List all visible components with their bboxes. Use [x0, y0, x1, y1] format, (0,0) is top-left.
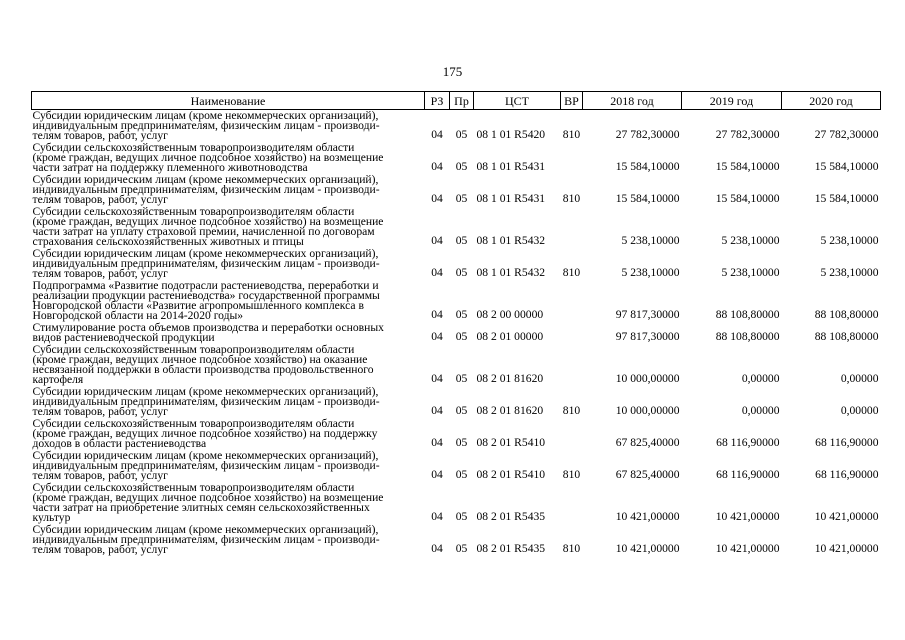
row-vr — [561, 322, 583, 344]
budget-table — [31, 91, 881, 556]
row-name-line: Субсидии юридическим лицам (кроме некоммерческих организаций), — [32, 524, 379, 536]
row-value-2020: 0,00000 — [840, 372, 879, 385]
row-value-2018: 15 584,10000 — [615, 192, 680, 205]
table-body — [32, 110, 881, 557]
row-value-2019: 88 108,80000 — [715, 330, 780, 343]
row-vr: 810 — [562, 542, 581, 555]
row-value-2019: 88 108,80000 — [715, 308, 780, 321]
row-name-line: (кроме граждан, ведущих личное подсобное хозяйство) на оказание — [32, 353, 368, 366]
row-cst: 08 2 00 00000 — [476, 308, 544, 321]
row-name — [32, 248, 425, 280]
row-value-2018: 15 584,10000 — [615, 160, 680, 173]
row-cst: 08 2 01 R5435 — [476, 542, 546, 555]
row-vr — [561, 482, 583, 524]
table-row — [32, 110, 881, 143]
table-row — [32, 280, 881, 322]
row-vr — [561, 418, 583, 450]
row-pr: 05 — [455, 510, 468, 523]
row-value-2020: 27 782,30000 — [814, 128, 879, 141]
row-cst: 08 2 01 R5435 — [476, 510, 546, 523]
row-name — [32, 386, 425, 418]
row-name-line: доходов в области растениеводства — [32, 437, 207, 450]
table-row — [32, 482, 881, 524]
table-row — [32, 418, 881, 450]
header-2019: 2019 год — [682, 92, 782, 110]
row-pr: 05 — [455, 468, 468, 481]
row-name-line: Новгородской области «Развитие агропромышленного комплекса в — [32, 299, 364, 312]
row-value-2018: 27 782,30000 — [615, 128, 680, 141]
row-rz: 04 — [431, 308, 443, 321]
row-pr: 05 — [455, 330, 468, 343]
row-cst: 08 2 01 00000 — [476, 330, 544, 343]
row-name-line: телям товаров, работ, услуг — [32, 267, 168, 280]
row-pr: 05 — [455, 372, 468, 385]
row-value-2020: 88 108,80000 — [814, 330, 879, 343]
table-row — [32, 174, 881, 206]
header-2018: 2018 год — [583, 92, 682, 110]
row-name-line: Субсидии сельскохозяйственным товаропроизводителям области — [32, 206, 355, 218]
row-value-2020: 0,00000 — [840, 404, 879, 417]
row-value-2018: 67 825,40000 — [615, 436, 680, 449]
row-name-line: части затрат на приобретение элитных семян сельскохозяйственных — [32, 501, 370, 514]
row-rz: 04 — [431, 128, 443, 141]
row-pr: 05 — [455, 192, 468, 205]
row-name-line: телям товаров, работ, услуг — [32, 469, 168, 482]
row-value-2018: 67 825,40000 — [615, 468, 680, 481]
row-name-line: Субсидии юридическим лицам (кроме некоммерческих организаций), — [32, 450, 379, 462]
row-name-line: Субсидии сельскохозяйственным товаропроизводителям области — [32, 418, 355, 430]
row-cst: 08 2 01 81620 — [476, 404, 544, 417]
row-pr: 05 — [455, 404, 468, 417]
row-name — [32, 206, 425, 248]
row-name-line: (кроме граждан, ведущих личное подсобное хозяйство) на возмещение — [32, 491, 384, 504]
row-name-line: Субсидии юридическим лицам (кроме некоммерческих организаций), — [32, 109, 379, 122]
header-2020: 2020 год — [782, 92, 881, 110]
row-rz: 04 — [431, 266, 443, 279]
row-cst: 08 2 01 R5410 — [476, 436, 546, 449]
row-name-line: индивидуальным предпринимателям, физическим лицам - производи- — [32, 459, 380, 472]
row-name-line: Новгородской области на 2014-2020 годы» — [32, 309, 244, 322]
table-row — [32, 206, 881, 248]
header-name: Наименование — [32, 92, 425, 110]
row-name-line: телям товаров, работ, услуг — [32, 129, 168, 142]
row-pr: 05 — [455, 234, 468, 247]
row-value-2018: 97 817,30000 — [615, 330, 680, 343]
row-pr: 05 — [455, 128, 468, 141]
row-vr: 810 — [562, 128, 581, 141]
row-cst: 08 1 01 R5432 — [476, 266, 546, 279]
table-row — [32, 450, 881, 482]
table-row — [32, 344, 881, 386]
row-value-2019: 5 238,10000 — [721, 266, 780, 279]
row-name — [32, 482, 425, 524]
row-pr: 05 — [455, 436, 468, 449]
table-row — [32, 248, 881, 280]
row-name-line: телям товаров, работ, услуг — [32, 543, 168, 556]
row-value-2018: 97 817,30000 — [615, 308, 680, 321]
row-value-2019: 68 116,90000 — [716, 436, 780, 449]
row-name-line: страхования сельскохозяйственных животных и птицы — [32, 235, 304, 248]
row-value-2018: 10 421,00000 — [615, 510, 680, 523]
row-name-line: Субсидии юридическим лицам (кроме некоммерческих организаций), — [32, 386, 379, 398]
header-pr: Пр — [450, 92, 474, 110]
row-cst: 08 1 01 R5431 — [476, 192, 546, 205]
row-vr — [561, 206, 583, 248]
row-name — [32, 322, 425, 344]
row-rz: 04 — [431, 192, 443, 205]
row-vr: 810 — [562, 468, 581, 481]
row-rz: 04 — [431, 542, 443, 555]
row-value-2018: 5 238,10000 — [621, 234, 680, 247]
row-name-line: (кроме граждан, ведущих личное подсобное хозяйство) на возмещение — [32, 151, 384, 164]
row-rz: 04 — [431, 330, 443, 343]
row-value-2018: 10 421,00000 — [615, 542, 680, 555]
row-value-2019: 27 782,30000 — [715, 128, 780, 141]
row-rz: 04 — [431, 234, 443, 247]
row-value-2020: 68 116,90000 — [815, 436, 879, 449]
table-row — [32, 142, 881, 174]
row-name-line: Субсидии сельскохозяйственным товаропроизводителям области — [32, 482, 355, 494]
row-value-2019: 0,00000 — [741, 372, 780, 385]
table-row — [32, 524, 881, 556]
row-vr: 810 — [562, 266, 581, 279]
row-value-2019: 15 584,10000 — [715, 160, 780, 173]
row-pr: 05 — [455, 160, 468, 173]
row-name-line: (кроме граждан, ведущих личное подсобное хозяйство) на возмещение — [32, 215, 384, 228]
row-name-line: Подпрограмма «Развитие подотрасли растениеводства, переработки и — [32, 280, 379, 292]
table-row — [32, 322, 881, 344]
row-value-2020: 10 421,00000 — [814, 510, 879, 523]
row-cst: 08 1 01 R5432 — [476, 234, 546, 247]
row-cst: 08 1 01 R5420 — [476, 128, 546, 141]
row-value-2020: 5 238,10000 — [820, 234, 879, 247]
row-rz: 04 — [431, 468, 443, 481]
row-name-line: Субсидии сельскохозяйственным товаропроизводителям области — [32, 142, 355, 154]
row-name-line: индивидуальным предпринимателям, физическим лицам - производи- — [32, 395, 380, 408]
row-value-2019: 10 421,00000 — [715, 510, 780, 523]
row-rz: 04 — [431, 404, 443, 417]
row-cst: 08 1 01 R5431 — [476, 160, 546, 173]
row-name-line: телям товаров, работ, услуг — [32, 405, 168, 418]
row-name-line: телям товаров, работ, услуг — [32, 193, 168, 206]
row-value-2019: 10 421,00000 — [715, 542, 780, 555]
row-name-line: (кроме граждан, ведущих личное подсобное хозяйство) на поддержку — [32, 427, 378, 440]
row-name-line: Субсидии сельскохозяйственным товаропроизводителям области — [32, 344, 355, 356]
row-rz: 04 — [431, 160, 443, 173]
row-name-line: картофеля — [32, 373, 84, 386]
row-name — [32, 142, 425, 174]
row-value-2019: 68 116,90000 — [716, 468, 780, 481]
row-rz: 04 — [431, 510, 443, 523]
row-name-line: индивидуальным предпринимателям, физическим лицам - производи- — [32, 183, 380, 196]
row-value-2020: 10 421,00000 — [814, 542, 879, 555]
row-value-2020: 88 108,80000 — [814, 308, 879, 321]
row-value-2018: 10 000,00000 — [615, 372, 680, 385]
table-row — [32, 386, 881, 418]
row-name-line: культур — [32, 511, 71, 524]
row-cst: 08 2 01 81620 — [476, 372, 544, 385]
row-pr: 05 — [455, 266, 468, 279]
row-vr — [561, 142, 583, 174]
row-pr: 05 — [455, 308, 468, 321]
row-value-2020: 5 238,10000 — [820, 266, 879, 279]
row-value-2020: 68 116,90000 — [815, 468, 879, 481]
page-number: 175 — [442, 64, 463, 79]
header-rz: РЗ — [425, 92, 450, 110]
row-pr: 05 — [455, 542, 468, 555]
row-rz: 04 — [431, 436, 443, 449]
row-value-2020: 15 584,10000 — [814, 160, 879, 173]
header-cst: ЦСТ — [474, 92, 561, 110]
row-name-line: части затрат на уплату страховой премии, начисленной по договорам — [32, 225, 375, 238]
row-name-line: индивидуальным предпринимателям, физическим лицам - производи- — [32, 257, 380, 270]
row-value-2019: 5 238,10000 — [721, 234, 780, 247]
header-vr: ВР — [561, 92, 583, 110]
row-vr — [561, 280, 583, 322]
row-vr — [561, 344, 583, 386]
row-name-line: несвязанной поддержки в области производства продовольственного — [32, 363, 374, 376]
row-value-2019: 15 584,10000 — [715, 192, 780, 205]
row-name-line: части затрат на поддержку племенного животноводства — [32, 161, 308, 174]
row-vr: 810 — [562, 404, 581, 417]
row-value-2020: 15 584,10000 — [814, 192, 879, 205]
row-name-line: Стимулирование роста объемов производства и переработки основных — [32, 322, 384, 334]
table-header-row — [32, 92, 881, 110]
row-name — [32, 174, 425, 206]
row-rz: 04 — [431, 372, 443, 385]
row-value-2019: 0,00000 — [741, 404, 780, 417]
row-name-line: Субсидии юридическим лицам (кроме некоммерческих организаций), — [32, 174, 379, 186]
row-value-2018: 10 000,00000 — [615, 404, 680, 417]
row-name-line: реализации продукции растениеводства» государственной программы — [32, 289, 380, 302]
row-name — [32, 280, 425, 322]
row-name — [32, 418, 425, 450]
row-name-line: индивидуальным предпринимателям, физическим лицам - производи- — [32, 533, 380, 546]
row-value-2018: 5 238,10000 — [621, 266, 680, 279]
row-vr: 810 — [562, 192, 581, 205]
row-cst: 08 2 01 R5410 — [476, 468, 546, 481]
row-name — [32, 110, 425, 143]
row-name-line: Субсидии юридическим лицам (кроме некоммерческих организаций), — [32, 248, 379, 260]
row-name — [32, 344, 425, 386]
row-name — [32, 524, 425, 556]
row-name — [32, 450, 425, 482]
row-name-line: индивидуальным предпринимателям, физическим лицам - производи- — [32, 119, 380, 132]
row-name-line: видов растениеводческой продукции — [32, 331, 215, 344]
